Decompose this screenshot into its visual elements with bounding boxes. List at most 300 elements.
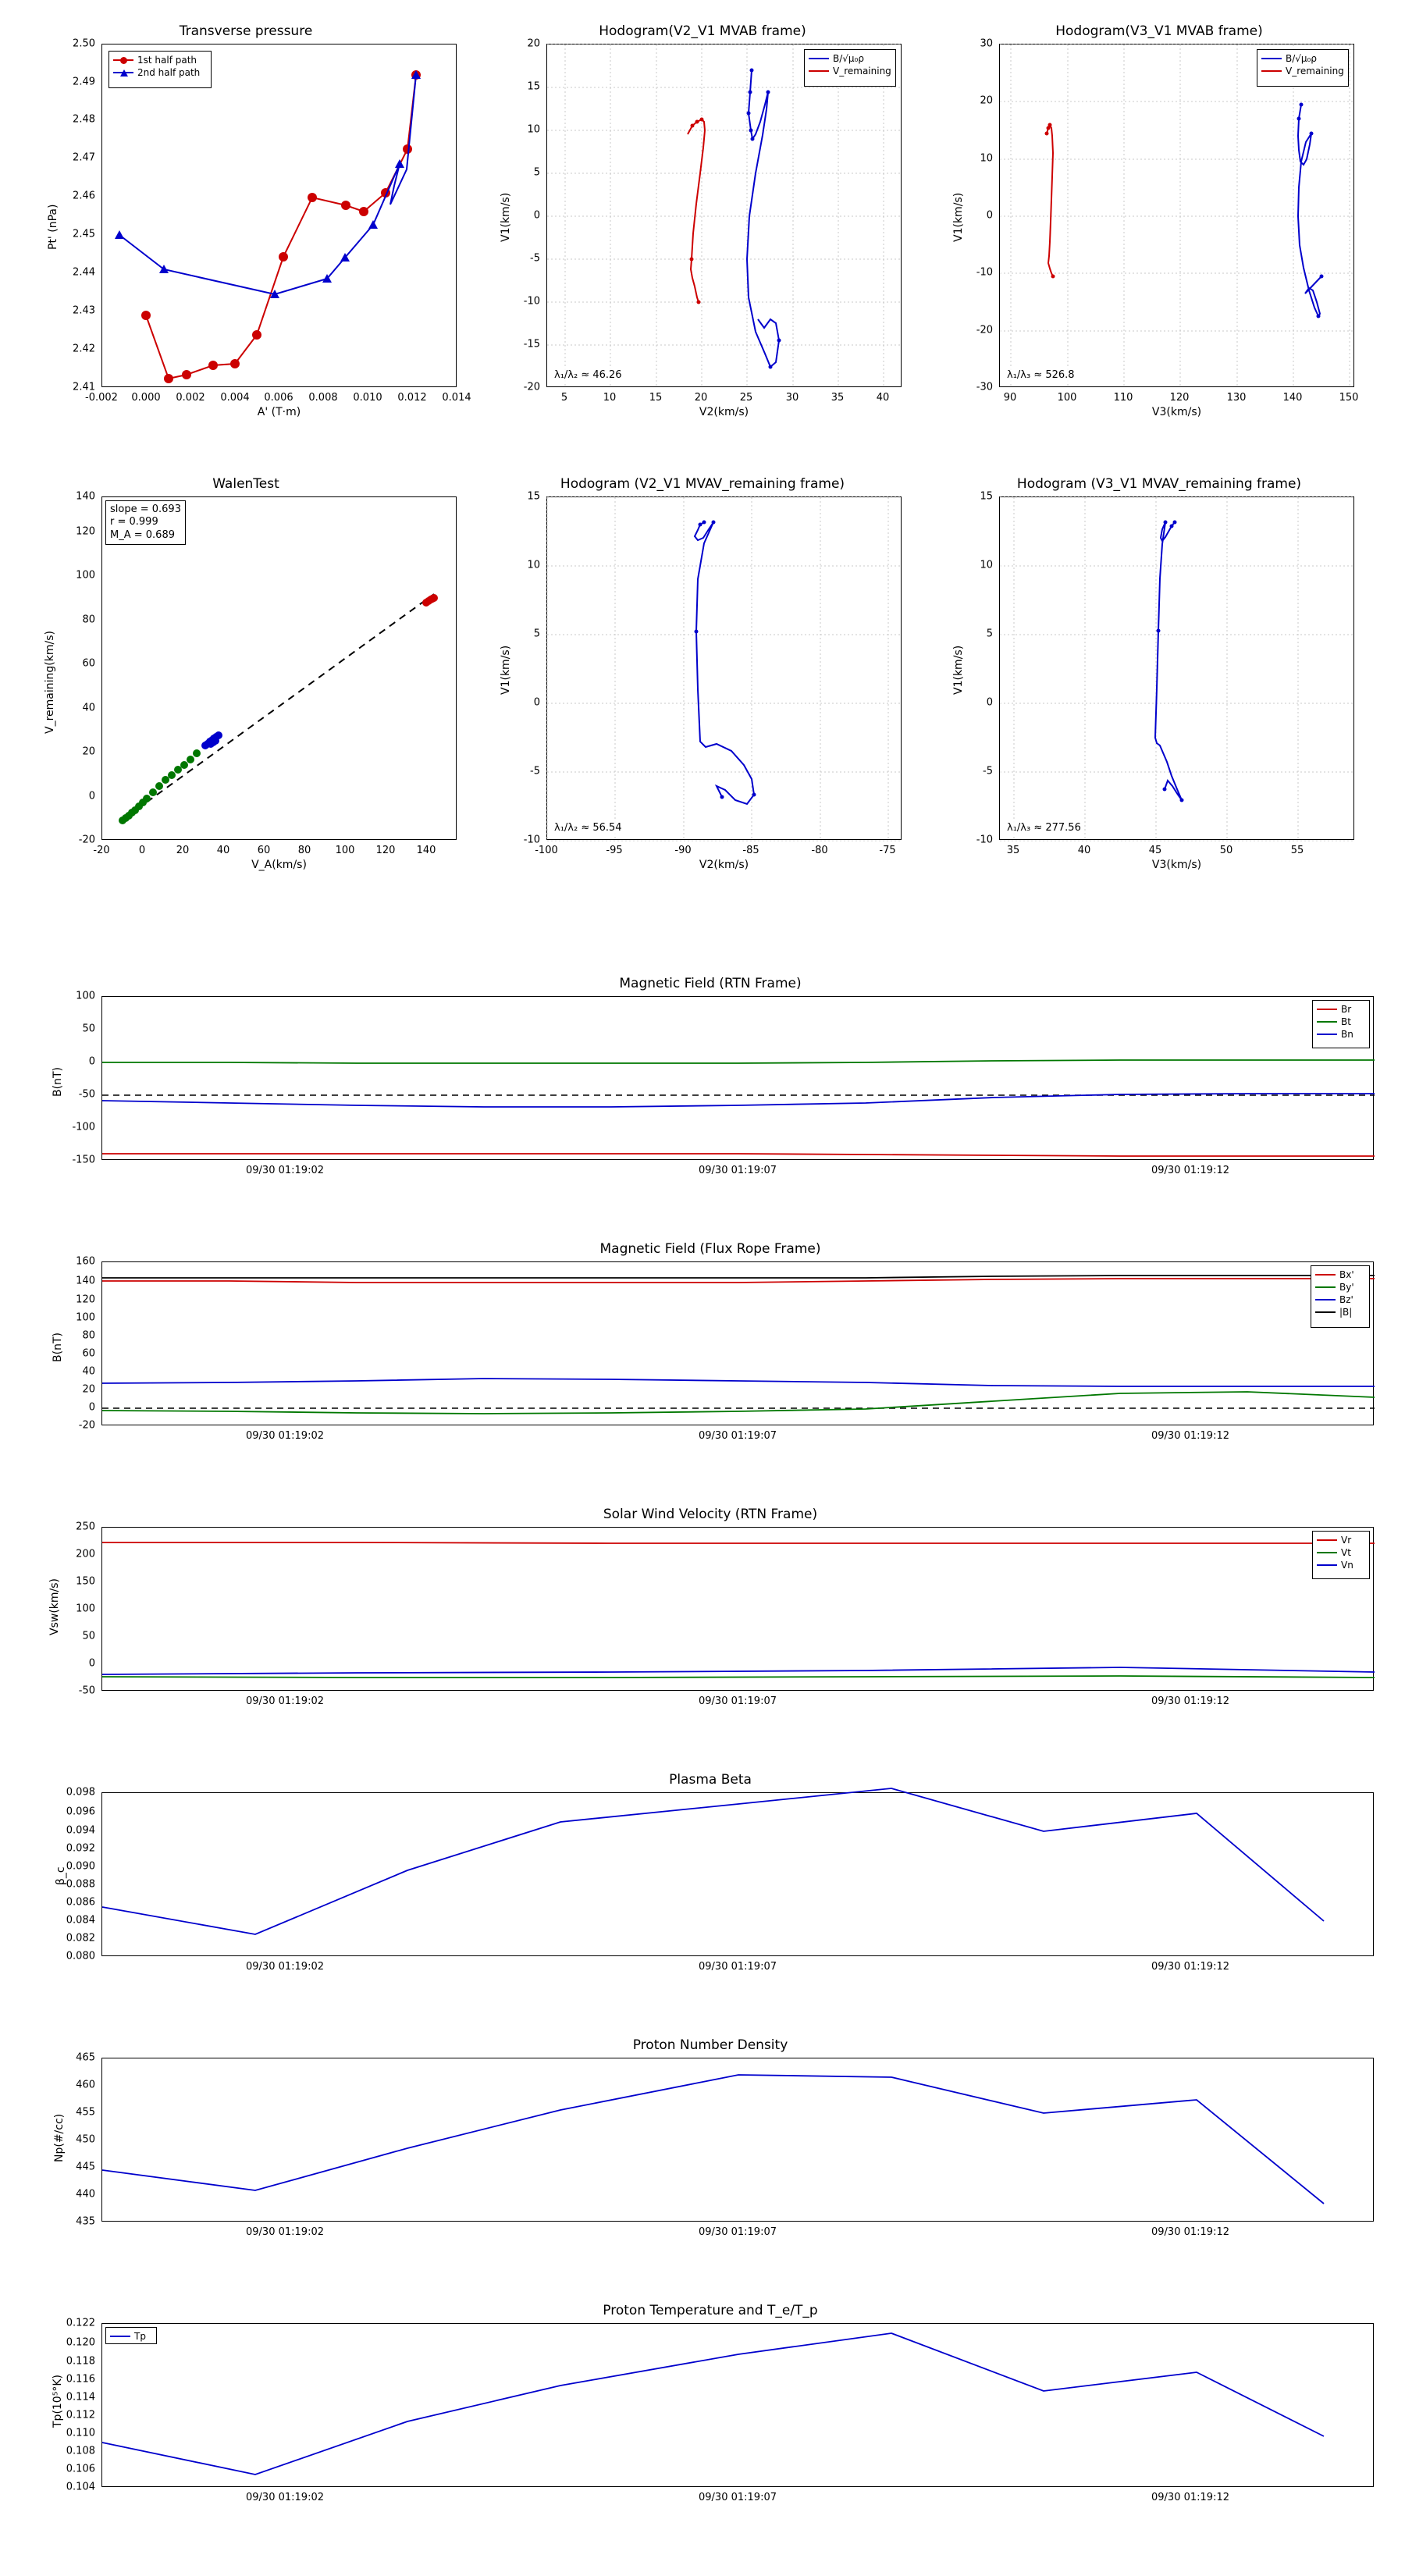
y-tick: 160 — [76, 1255, 95, 1268]
y-tick: 60 — [82, 1347, 95, 1360]
y-tick: 2.45 — [73, 228, 95, 240]
gridlines — [1000, 44, 1355, 388]
y-tick: 0.122 — [66, 2317, 95, 2329]
legend-row — [1317, 1546, 1365, 1559]
x-tick: 09/30 01:19:12 — [1151, 1430, 1229, 1442]
legend-label: Bn — [1341, 1029, 1353, 1040]
series-bx — [102, 1279, 1375, 1283]
y-tick: 435 — [76, 2215, 95, 2228]
x-tick: 0.010 — [353, 392, 382, 404]
y-tick: 0.114 — [66, 2391, 95, 2403]
x-tick: -95 — [606, 845, 623, 856]
plot-area — [999, 44, 1354, 387]
y-tick: 100 — [76, 1603, 95, 1615]
y-tick: 0.082 — [66, 1932, 95, 1944]
legend — [105, 2327, 157, 2344]
x-tick: 150 — [1339, 392, 1359, 404]
plot-svg — [102, 1262, 1375, 1426]
legend-label: V_remaining — [833, 66, 891, 76]
y-tick: 0.118 — [66, 2355, 95, 2368]
chart-title: Hodogram (V2_V1 MVAV_remaining frame) — [560, 476, 845, 492]
x-tick: -85 — [742, 845, 759, 856]
series-b-markers — [1297, 103, 1324, 318]
y-tick: 20 — [82, 745, 95, 758]
chart-title: Proton Number Density — [632, 2037, 788, 2053]
x-axis-label: V_A(km/s) — [251, 859, 307, 871]
y-tick: 150 — [76, 1575, 95, 1588]
y-tick: -20 — [523, 381, 540, 393]
panel-solar-wind-velocity — [31, 1507, 1389, 1725]
plot-area — [101, 44, 457, 387]
y-tick: 0 — [88, 790, 95, 802]
legend-label: |B| — [1339, 1307, 1353, 1318]
plot-area — [101, 1792, 1374, 1956]
plot-svg — [102, 2324, 1375, 2488]
x-tick: 40 — [1077, 845, 1091, 856]
y-tick: 0.084 — [66, 1914, 95, 1927]
y-tick: 0 — [88, 1401, 95, 1414]
legend-label: 1st half path — [137, 55, 197, 66]
y-tick: -50 — [78, 1685, 95, 1697]
x-tick: 09/30 01:19:02 — [246, 1430, 324, 1442]
y-tick: -5 — [530, 252, 540, 265]
y-axis-label: V1(km/s) — [500, 645, 512, 695]
x-tick: 10 — [603, 392, 617, 404]
x-tick: 09/30 01:19:07 — [699, 1430, 777, 1442]
legend-row — [1317, 1003, 1365, 1016]
y-tick: 0.080 — [66, 1950, 95, 1962]
series-vremaining — [688, 119, 705, 302]
legend-row — [1261, 52, 1344, 65]
x-tick: 140 — [416, 845, 436, 856]
y-axis-label: V1(km/s) — [952, 645, 965, 695]
y-tick: 120 — [76, 525, 95, 538]
panel-hodogram-v3v1-mvav — [937, 468, 1382, 874]
panel-magnetic-field-rtn — [31, 976, 1389, 1194]
y-tick: -20 — [78, 1419, 95, 1432]
x-tick: 0.002 — [176, 392, 205, 404]
legend — [108, 51, 212, 88]
series-blue-cluster — [201, 731, 222, 749]
y-tick: 80 — [82, 1329, 95, 1342]
y-axis-label: V_remaining(km/s) — [44, 631, 56, 734]
legend-row — [1315, 1293, 1365, 1306]
x-tick: 35 — [831, 392, 845, 404]
y-axis-label: Np(#/cc) — [53, 2113, 66, 2162]
x-tick: 0.000 — [131, 392, 161, 404]
y-tick: -10 — [976, 834, 993, 846]
x-tick: 09/30 01:19:12 — [1151, 2492, 1229, 2503]
y-tick: 2.46 — [73, 190, 95, 202]
series-b-hodogram — [1155, 522, 1182, 800]
x-tick: 0 — [138, 845, 146, 856]
y-tick: 0 — [88, 1657, 95, 1670]
x-tick: 09/30 01:19:12 — [1151, 1165, 1229, 1176]
y-tick: 440 — [76, 2188, 95, 2201]
y-tick: 0 — [533, 209, 540, 222]
chart-title: Magnetic Field (RTN Frame) — [619, 976, 802, 991]
y-tick: 10 — [980, 559, 993, 571]
y-tick: -100 — [72, 1121, 95, 1133]
plot-svg — [102, 497, 457, 841]
x-tick: 140 — [1282, 392, 1303, 404]
y-tick: 455 — [76, 2106, 95, 2119]
chart-title: Plasma Beta — [669, 1772, 752, 1788]
legend-row — [113, 66, 207, 79]
y-tick: 10 — [980, 152, 993, 165]
legend-label: Br — [1341, 1004, 1352, 1015]
chart-title: Magnetic Field (Flux Rope Frame) — [599, 1241, 821, 1257]
gridlines — [547, 44, 902, 388]
y-tick: 250 — [76, 1521, 95, 1533]
y-tick: 15 — [527, 80, 540, 93]
x-tick: 110 — [1113, 392, 1133, 404]
legend-label: Vt — [1341, 1547, 1351, 1558]
y-tick: 2.50 — [73, 37, 95, 50]
series-vr — [102, 1542, 1375, 1543]
y-tick: 0.094 — [66, 1824, 95, 1837]
legend-label: B/√μ₀ρ — [1286, 53, 1317, 64]
legend-label: Vn — [1341, 1560, 1353, 1571]
y-tick: 2.47 — [73, 151, 95, 164]
x-tick: 40 — [876, 392, 890, 404]
series-b-hodogram — [1298, 105, 1321, 316]
series-red-cluster — [422, 594, 438, 607]
legend-label: Vr — [1341, 1535, 1352, 1546]
legend — [1257, 49, 1349, 87]
y-tick: -15 — [523, 338, 540, 350]
panel-hodogram-v2v1-mvav — [484, 468, 921, 874]
x-tick: 40 — [216, 845, 230, 856]
x-axis-label: V3(km/s) — [1151, 859, 1202, 871]
plot-area — [546, 44, 902, 387]
y-tick: 80 — [82, 614, 95, 626]
legend-row — [110, 2330, 152, 2343]
series-b-markers — [695, 521, 756, 799]
legend-row — [1317, 1028, 1365, 1041]
legend-row — [1317, 1534, 1365, 1546]
legend-row — [113, 54, 207, 66]
x-tick: 09/30 01:19:07 — [699, 1695, 777, 1707]
y-tick: 0.098 — [66, 1786, 95, 1799]
legend-label: B/√μ₀ρ — [833, 53, 864, 64]
y-tick: 0.104 — [66, 2481, 95, 2493]
y-tick: 50 — [82, 1023, 95, 1035]
y-tick: 465 — [76, 2051, 95, 2064]
plot-svg — [1000, 44, 1355, 388]
plot-svg — [547, 497, 902, 841]
y-tick: -30 — [976, 381, 993, 393]
x-tick: 09/30 01:19:02 — [246, 1695, 324, 1707]
plot-area — [999, 496, 1354, 840]
fit-line — [137, 594, 434, 809]
y-tick: 2.41 — [73, 381, 95, 393]
y-tick: 2.48 — [73, 113, 95, 126]
y-tick: 10 — [527, 123, 540, 136]
x-tick: 80 — [297, 845, 311, 856]
x-tick: -75 — [879, 845, 896, 856]
alfven-mach-value: M_A = 0.689 — [110, 528, 175, 541]
series-vn — [102, 1667, 1375, 1674]
chart-title: Hodogram(V2_V1 MVAB frame) — [599, 23, 806, 39]
panel-hodogram-v3v1-mvab — [937, 16, 1382, 422]
y-tick: 2.44 — [73, 266, 95, 279]
series-bmag — [102, 1276, 1375, 1278]
eigenvalue-ratio-annotation: λ₁/λ₃ ≈ 277.56 — [1005, 821, 1083, 834]
y-tick: 0 — [533, 696, 540, 709]
y-tick: -10 — [523, 834, 540, 846]
x-tick: 0.012 — [397, 392, 427, 404]
x-tick: -90 — [674, 845, 692, 856]
y-tick: 10 — [527, 559, 540, 571]
y-axis-label: β_c — [55, 1866, 67, 1885]
x-tick: 20 — [694, 392, 708, 404]
y-tick: 5 — [986, 628, 993, 640]
x-tick: 09/30 01:19:02 — [246, 1961, 324, 1973]
plot-area — [101, 1527, 1374, 1691]
y-tick: -150 — [72, 1154, 95, 1166]
y-tick: -20 — [78, 834, 95, 846]
chart-title: Proton Temperature and T_e/T_p — [603, 2303, 818, 2318]
x-tick: 09/30 01:19:07 — [699, 1961, 777, 1973]
plot-area — [101, 1261, 1374, 1425]
plot-svg — [102, 2058, 1375, 2222]
x-tick: 09/30 01:19:07 — [699, 1165, 777, 1176]
series-b-hodogram — [747, 70, 779, 367]
x-tick: 09/30 01:19:02 — [246, 1165, 324, 1176]
series-bz — [102, 1379, 1375, 1386]
fit-statistics-box — [105, 500, 186, 545]
y-tick: -5 — [530, 765, 540, 777]
legend-row — [1315, 1281, 1365, 1293]
y-tick: 15 — [527, 490, 540, 503]
x-tick: 130 — [1226, 392, 1247, 404]
x-tick: 5 — [560, 392, 568, 404]
correlation-value: r = 0.999 — [110, 516, 158, 528]
legend — [804, 49, 896, 87]
plot-svg — [547, 44, 902, 388]
y-tick: 0.108 — [66, 2445, 95, 2457]
chart-title: Hodogram(V3_V1 MVAB frame) — [1055, 23, 1263, 39]
x-tick: 60 — [257, 845, 271, 856]
legend — [1312, 1000, 1370, 1048]
x-tick: 35 — [1006, 845, 1020, 856]
y-tick: 40 — [82, 702, 95, 714]
plot-svg — [1000, 497, 1355, 841]
series-by — [102, 1392, 1375, 1414]
series-2nd-half-path — [119, 75, 416, 294]
y-tick: 5 — [533, 166, 540, 179]
plot-svg — [102, 1528, 1375, 1692]
y-tick: 15 — [980, 490, 993, 503]
y-tick: -20 — [976, 324, 993, 336]
series-green-cluster — [119, 749, 201, 824]
x-tick: 09/30 01:19:07 — [699, 2492, 777, 2503]
eigenvalue-ratio-annotation: λ₁/λ₂ ≈ 56.54 — [552, 821, 624, 834]
x-tick: -80 — [811, 845, 828, 856]
panel-hodogram-v2v1-mvab — [484, 16, 921, 422]
plot-svg — [102, 1793, 1375, 1957]
plot-area — [101, 2323, 1374, 2487]
y-tick: 120 — [76, 1293, 95, 1306]
x-tick: 50 — [1219, 845, 1233, 856]
y-tick: 0.088 — [66, 1878, 95, 1891]
y-axis-label: B(nT) — [52, 1067, 64, 1097]
x-tick: 30 — [785, 392, 799, 404]
y-tick: 20 — [82, 1383, 95, 1396]
legend-row — [1261, 65, 1344, 77]
y-tick: -50 — [78, 1088, 95, 1101]
y-tick: 5 — [533, 628, 540, 640]
eigenvalue-ratio-annotation: λ₁/λ₂ ≈ 46.26 — [552, 368, 624, 382]
x-tick: -0.002 — [85, 392, 118, 404]
x-tick: 15 — [649, 392, 663, 404]
y-tick: 140 — [76, 1275, 95, 1287]
y-tick: 0.110 — [66, 2427, 95, 2439]
eigenvalue-ratio-annotation: λ₁/λ₃ ≈ 526.8 — [1005, 368, 1077, 382]
y-tick: 20 — [527, 37, 540, 50]
x-tick: 25 — [739, 392, 753, 404]
y-tick: 60 — [82, 657, 95, 670]
legend-label: Bt — [1341, 1016, 1351, 1027]
y-tick: 20 — [980, 94, 993, 107]
series-bt — [102, 1060, 1375, 1063]
y-tick: 2.49 — [73, 76, 95, 88]
y-tick: 200 — [76, 1548, 95, 1560]
plot-area — [101, 996, 1374, 1160]
series-plasma-beta — [102, 1788, 1324, 1934]
y-axis-label: B(nT) — [52, 1332, 64, 1362]
y-tick: 0.116 — [66, 2373, 95, 2386]
panel-walen-test — [23, 468, 468, 874]
legend-row — [1317, 1016, 1365, 1028]
y-tick: 0 — [88, 1055, 95, 1068]
x-tick: -100 — [535, 845, 558, 856]
y-tick: 100 — [76, 990, 95, 1002]
series-br — [102, 1154, 1375, 1156]
plot-area — [101, 2058, 1374, 2222]
series-vt — [102, 1676, 1375, 1678]
legend-row — [809, 52, 891, 65]
y-axis-label: V1(km/s) — [952, 192, 965, 242]
legend-row — [809, 65, 891, 77]
y-tick: 0.112 — [66, 2409, 95, 2421]
x-tick: 100 — [335, 845, 355, 856]
x-tick: 09/30 01:19:12 — [1151, 2226, 1229, 2238]
series-proton-density — [102, 2075, 1324, 2204]
x-axis-label: A' (T·m) — [257, 406, 301, 418]
y-tick: 2.43 — [73, 304, 95, 317]
y-tick: 0.120 — [66, 2336, 95, 2349]
x-tick: 09/30 01:19:12 — [1151, 1695, 1229, 1707]
x-tick: 100 — [1057, 392, 1077, 404]
y-axis-label: V1(km/s) — [500, 192, 512, 242]
x-tick: 20 — [176, 845, 190, 856]
x-tick: 0.014 — [442, 392, 471, 404]
plot-svg — [102, 997, 1375, 1161]
x-tick: 45 — [1148, 845, 1162, 856]
plot-area — [546, 496, 902, 840]
slope-value: slope = 0.693 — [110, 503, 181, 515]
y-tick: -10 — [523, 295, 540, 308]
y-tick: 2.42 — [73, 343, 95, 355]
y-tick: 450 — [76, 2133, 95, 2146]
legend-row — [1315, 1268, 1365, 1281]
y-tick: 0.090 — [66, 1860, 95, 1873]
x-tick: 90 — [1003, 392, 1017, 404]
legend-row — [1317, 1559, 1365, 1571]
y-tick: 0 — [986, 209, 993, 222]
y-tick: -10 — [976, 266, 993, 279]
legend-label: Bz' — [1339, 1294, 1353, 1305]
y-tick: 50 — [82, 1630, 95, 1642]
x-tick: 120 — [1169, 392, 1190, 404]
y-tick: 460 — [76, 2079, 95, 2091]
legend-label: V_remaining — [1286, 66, 1344, 76]
x-tick: 09/30 01:19:02 — [246, 2492, 324, 2503]
x-axis-label: V2(km/s) — [699, 406, 749, 418]
y-tick: 445 — [76, 2161, 95, 2173]
y-tick: 40 — [82, 1365, 95, 1378]
x-axis-label: V3(km/s) — [1151, 406, 1202, 418]
x-tick: 120 — [375, 845, 396, 856]
y-tick: 0.092 — [66, 1842, 95, 1855]
plot-area — [101, 496, 457, 840]
legend-label: By' — [1339, 1282, 1354, 1293]
chart-title: Hodogram (V3_V1 MVAV_remaining frame) — [1016, 476, 1302, 492]
y-tick: 0 — [986, 696, 993, 709]
y-tick: 0.096 — [66, 1806, 95, 1818]
legend-label: Bx' — [1339, 1269, 1354, 1280]
panel-proton-temperature — [31, 2303, 1389, 2529]
series-1st-half-markers — [141, 70, 421, 383]
x-tick: 0.008 — [308, 392, 338, 404]
x-tick: 09/30 01:19:02 — [246, 2226, 324, 2238]
y-tick: 100 — [76, 569, 95, 582]
chart-title: Solar Wind Velocity (RTN Frame) — [603, 1507, 818, 1522]
y-axis-label: Tp(10⁵°K) — [52, 2375, 64, 2428]
y-tick: -5 — [983, 765, 993, 777]
series-vremaining — [1047, 125, 1053, 276]
x-tick: 09/30 01:19:12 — [1151, 1961, 1229, 1973]
y-tick: 100 — [76, 1311, 95, 1324]
panel-magnetic-field-fluxrope — [31, 1241, 1389, 1460]
y-axis-label: Vsw(km/s) — [48, 1578, 61, 1635]
panel-transverse-pressure — [23, 16, 471, 422]
x-tick: 09/30 01:19:07 — [699, 2226, 777, 2238]
y-tick: 0.106 — [66, 2463, 95, 2475]
legend — [1311, 1265, 1370, 1328]
panel-plasma-beta — [31, 1772, 1389, 1991]
x-axis-label: V2(km/s) — [699, 859, 749, 871]
series-2nd-half-markers — [115, 70, 421, 298]
y-tick: 30 — [980, 37, 993, 50]
chart-title: Transverse pressure — [179, 23, 313, 39]
y-tick: 0.086 — [66, 1896, 95, 1909]
legend-label: 2nd half path — [137, 67, 201, 78]
y-tick: 140 — [76, 490, 95, 503]
x-tick: -20 — [93, 845, 110, 856]
panel-proton-number-density — [31, 2037, 1389, 2256]
chart-title: WalenTest — [212, 476, 279, 492]
legend-row — [1315, 1306, 1365, 1318]
legend-label: Tp — [134, 2331, 146, 2342]
x-tick: 0.004 — [220, 392, 250, 404]
series-b-hodogram — [695, 522, 754, 804]
y-axis-label: Pt' (nPa) — [47, 204, 59, 250]
x-tick: 0.006 — [264, 392, 293, 404]
series-proton-temperature — [102, 2333, 1324, 2475]
